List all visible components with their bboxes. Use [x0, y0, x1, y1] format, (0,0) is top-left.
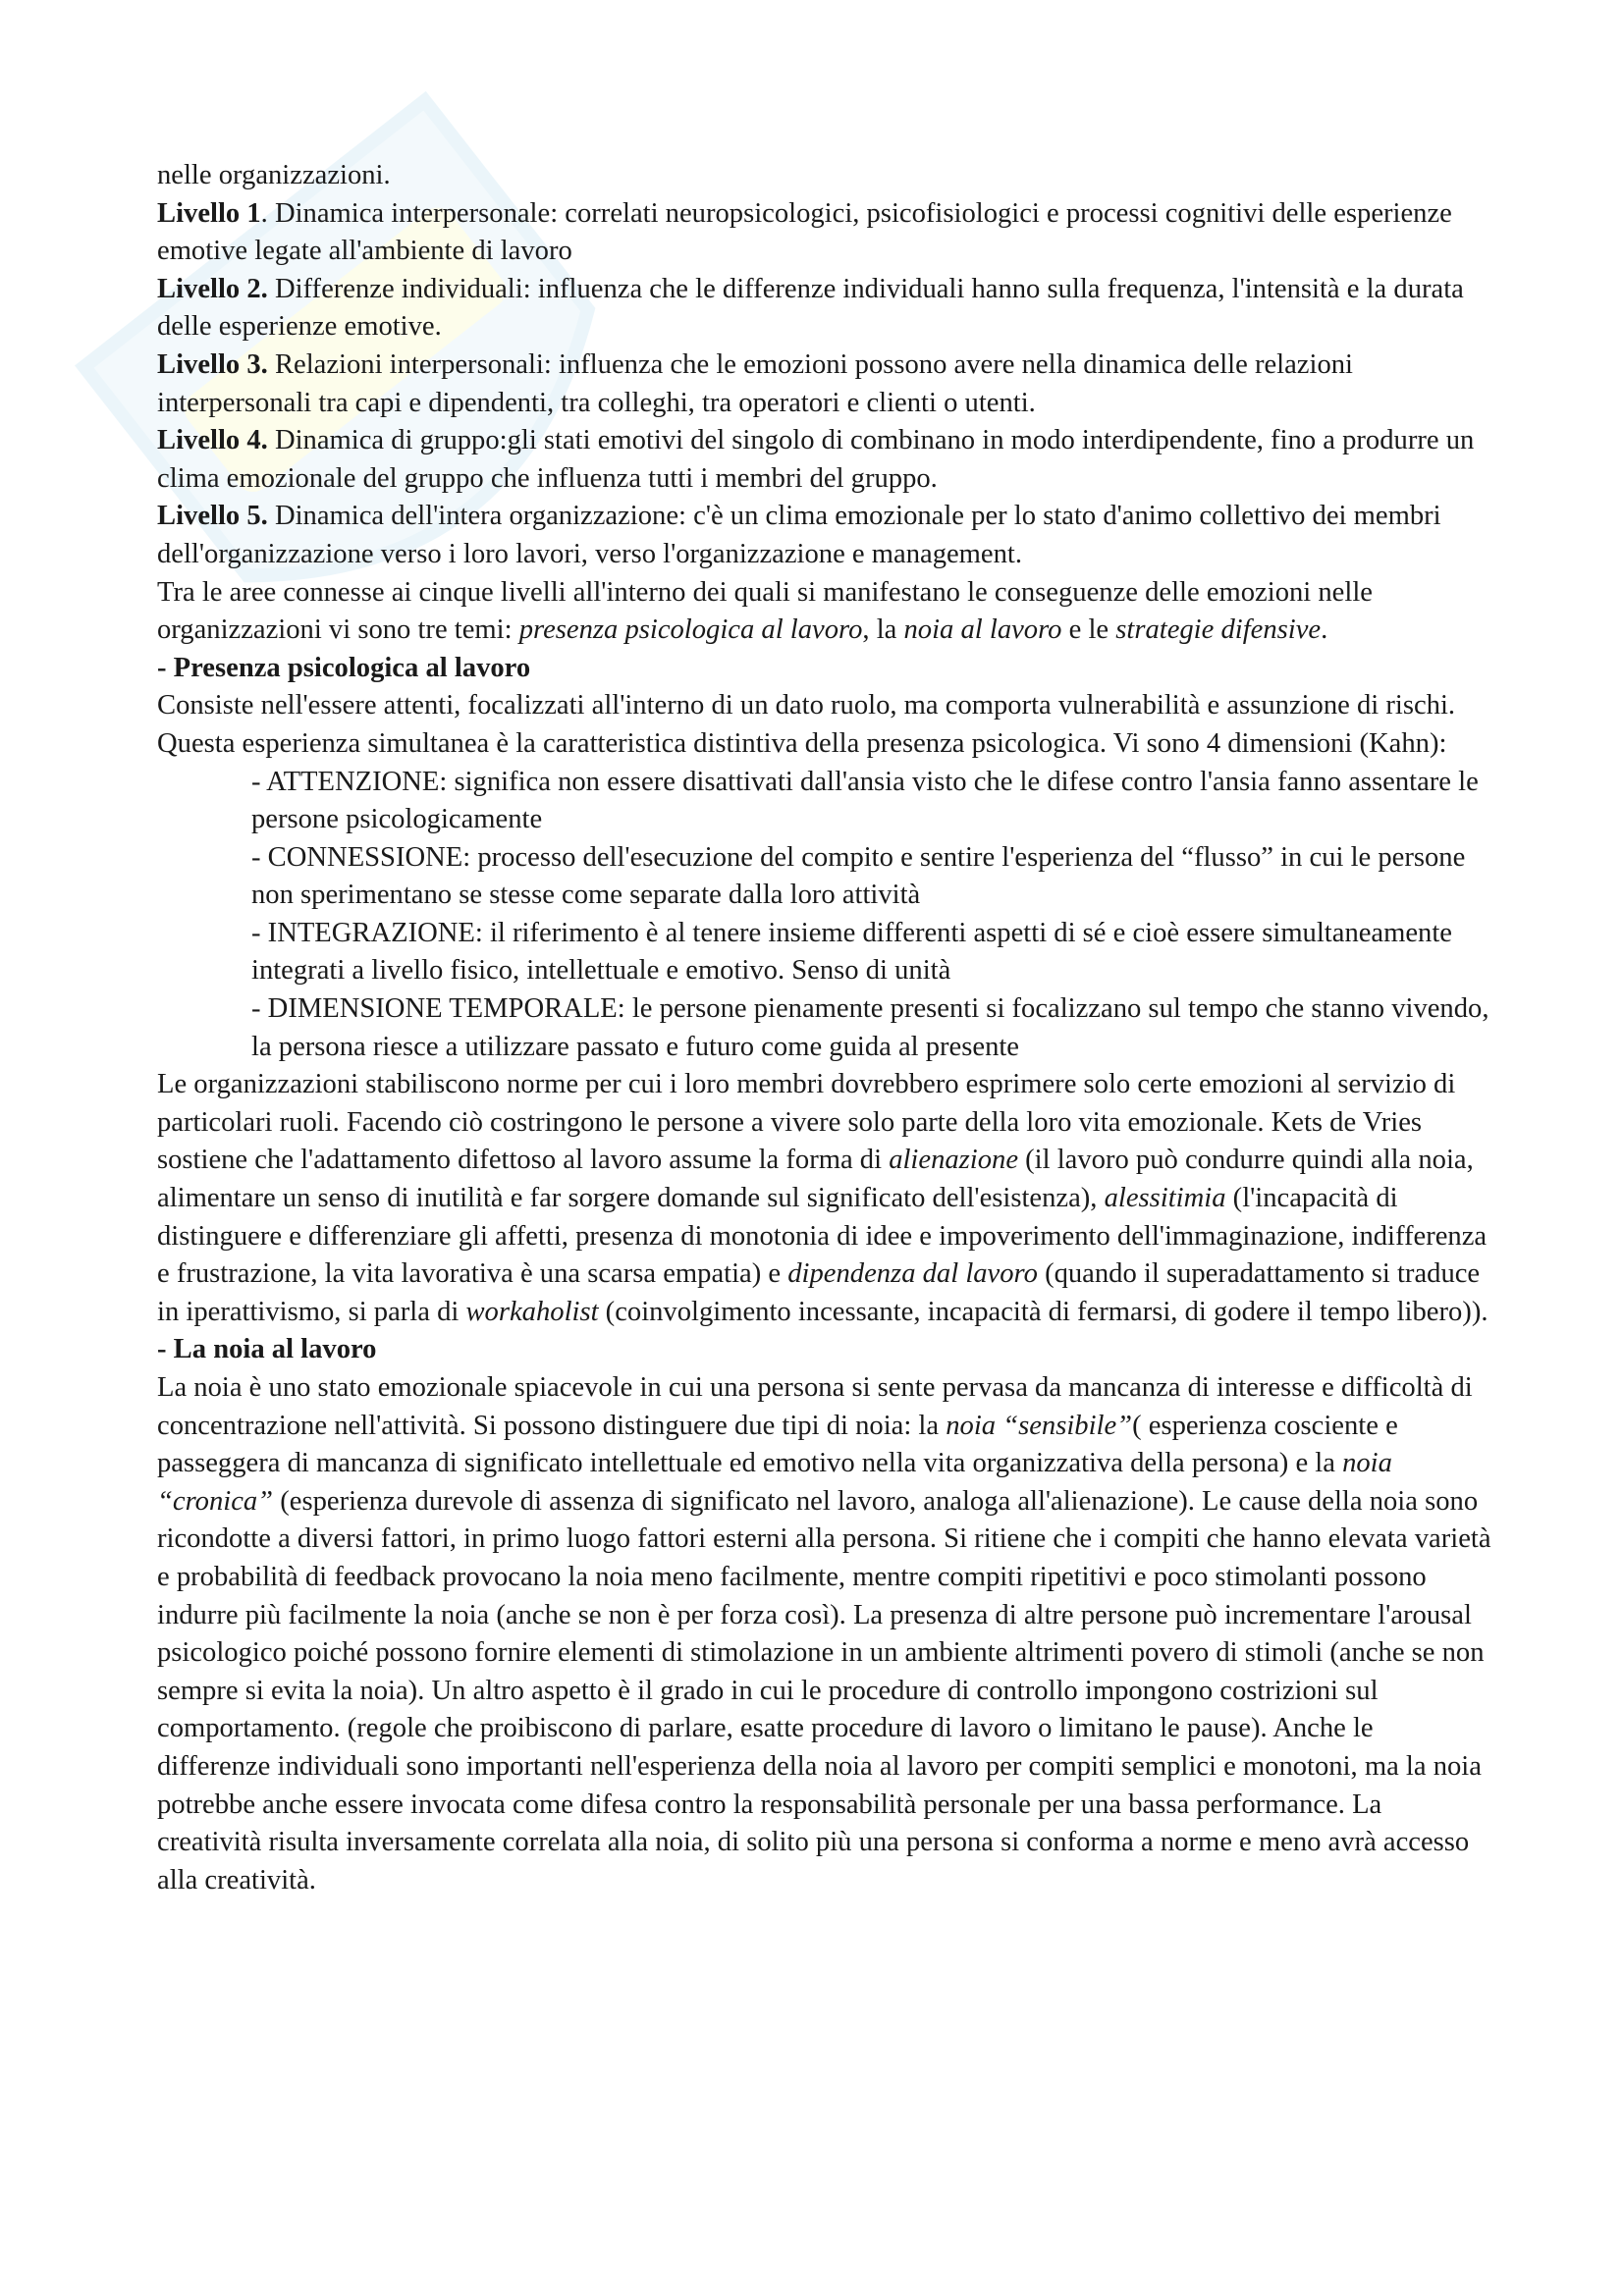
aree-text-3: e le [1061, 614, 1116, 646]
org-text-5: (coinvolgimento incessante, incapacità di fermarsi, di godere il tempo libero)). [598, 1296, 1488, 1327]
livello-1-text: . Dinamica interpersonale: correlati neuropsicologici, psicofisiologici e processi cognitivi delle esperienze emotive legate all'ambiente di lavoro [157, 197, 1452, 267]
livello-4-label: Livello 4. [157, 425, 268, 456]
paragraph-organizzazioni [157, 1066, 1492, 1331]
livello-2-text: Differenze individuali: influenza che le differenze individuali hanno sulla frequenza, l'intensità e la durata delle esperienze emotive. [157, 273, 1464, 343]
livello-2-label: Livello 2. [157, 273, 268, 304]
noia-text-1: La noia è uno stato emozionale spiacevole in cui una persona si sente pervasa da mancanza di interesse e difficoltà di concentrazione nell'attività. Si possono distinguere due tipi di noia: la [157, 1372, 1473, 1441]
livello-3-label: Livello 3. [157, 348, 268, 380]
aree-text-1: Tra le aree connesse ai cinque livelli all'interno dei quali si manifestano le conseguenze delle emozioni nelle organizzazioni vi sono tre temi: [157, 576, 1373, 646]
dimension-integrazione: - INTEGRAZIONE: il riferimento è al tenere insieme differenti aspetti di sé e cioè essere simultaneamente integrati a livello fisico, intellettuale e emotivo. Senso di unità [251, 917, 1452, 987]
livello-3-text: Relazioni interpersonali: influenza che le emozioni possono avere nella dinamica delle relazioni interpersonali tra capi e dipendenti, tra colleghi, tra operatori e clienti o utenti. [157, 348, 1353, 418]
org-text-2: (il lavoro può condurre quindi alla noia, alimentare un senso di inutilità e far sorgere domande sul significato dell'esistenza), [157, 1145, 1474, 1214]
org-text-1: Le organizzazioni stabiliscono norme per cui i loro membri dovrebbero esprimere solo certe emozioni al servizio di particolari ruoli. Facendo ciò costringono le persone a vivere solo parte della loro vita emozionale. Kets de Vries sostiene che l'adattamento difettoso al lavoro assume la forma di [157, 1069, 1456, 1176]
livello-3 [157, 347, 1492, 422]
heading-noia [157, 1331, 1492, 1369]
dimension-connessione: - CONNESSIONE: processo dell'esecuzione del compito e sentire l'esperienza del “flusso” in cui le persone non sperimentano se stesse come separate dalla loro attività [251, 841, 1466, 911]
livello-2 [157, 271, 1492, 347]
dimension-temporale: - DIMENSIONE TEMPORALE: le persone pienamente presenti si focalizzano sul tempo che stanno vivendo, la persona riesce a utilizzare passato e futuro come guida al presente [251, 993, 1489, 1062]
livello-5-text: Dinamica dell'intera organizzazione: c'è un clima emozionale per lo stato d'animo collettivo dei membri dell'organizzazione verso i loro lavori, verso l'organizzazione e management. [157, 501, 1441, 569]
paragraph-presenza: Consiste nell'essere attenti, focalizzati all'interno di un dato ruolo, ma comporta vulnerabilità e assunzione di rischi. Questa esperienza simultanea è la caratteristica distintiva della presenza psicologica. Vi sono 4 dimensioni (Kahn): [157, 690, 1456, 759]
org-text-3: (l'incapacità di distinguere e differenziare gli affetti, presenza di monotonia di idee e impoverimento dell'immaginazione, indifferenza e frustrazione, la vita lavorativa è una scarsa empatia) e [157, 1183, 1488, 1290]
org-italic-4: workaholist [465, 1296, 599, 1327]
heading-presenza [157, 650, 1492, 688]
livello-1-label: Livello 1 [157, 197, 261, 229]
livello-1 [157, 195, 1492, 271]
aree-italic-1: presenza psicologica al lavoro [518, 614, 863, 646]
heading-presenza-text: - Presenza psicologica al lavoro [157, 652, 531, 683]
livello-4 [157, 422, 1492, 498]
noia-italic-1: noia “sensibile” [946, 1410, 1133, 1441]
noia-italic-2: noia “cronica” [157, 1448, 1392, 1517]
org-italic-3: dipendenza dal lavoro [787, 1258, 1038, 1290]
livello-5 [157, 498, 1492, 573]
org-italic-1: alienazione [889, 1145, 1019, 1176]
noia-text-2: ( esperienza cosciente e passeggera di mancanza di significato intellettuale ed emotivo nella vita organizzativa della persona) e la [157, 1410, 1398, 1479]
document-page [157, 157, 1492, 1899]
org-italic-2: alessitimia [1104, 1183, 1226, 1214]
aree-italic-2: noia al lavoro [903, 614, 1062, 646]
aree-italic-3: strategie difensive [1115, 614, 1322, 646]
heading-noia-text: - La noia al lavoro [157, 1334, 377, 1365]
org-text-4: (quando il superadattamento si traduce in iperattivismo, si parla di [157, 1258, 1481, 1327]
livello-4-text: Dinamica di gruppo:gli stati emotivi del singolo di combinano in modo interdipendente, fino a produrre un clima emozionale del gruppo che influenza tutti i membri del gruppo. [157, 425, 1475, 494]
aree-text-4: . [1321, 614, 1328, 646]
noia-text-3: (esperienza durevole di assenza di significato nel lavoro, analoga all'alienazione). Le cause della noia sono ricondotte a diversi fattori, in primo luogo fattori esterni alla persona. Si ritiene che i compiti che hanno elevata varietà e probabilità di feedback provocano la noia meno facilmente, mentre compiti ripetitivi e poco stimolanti possono indurre più facilmente la noia (anche se non è per forza così). La presenza di altre persone può incrementare l'arousal psicologico poiché possono fornire elementi di stimolazione in un ambiente altrimenti povero di stimoli (anche se non sempre si evita la noia). Un altro aspetto è il grado in cui le procedure di controllo impongono costrizioni sul comportamento. (regole che proibiscono di parlare, esatte procedure di lavoro o limitano le pause). Anche le differenze individuali sono importanti nell'esperienza della noia al lavoro per compiti semplici e monotoni, ma la noia potrebbe anche essere invocata come difesa contro la responsabilità personale per una bassa performance. La creatività risulta inversamente correlata alla noia, di solito più una persona si conforma a norme e meno avrà accesso alla creatività. [157, 1485, 1491, 1896]
paragraph-intro: nelle organizzazioni. [157, 160, 391, 190]
dimension-attenzione: - ATTENZIONE: significa non essere disattivati dall'ansia visto che le difese contro l'ansia fanno assentare le persone psicologicamente [251, 766, 1479, 835]
livello-5-label: Livello 5. [157, 501, 268, 532]
aree-text-2: , la [862, 614, 904, 646]
paragraph-noia [157, 1369, 1492, 1899]
paragraph-aree [157, 574, 1492, 650]
